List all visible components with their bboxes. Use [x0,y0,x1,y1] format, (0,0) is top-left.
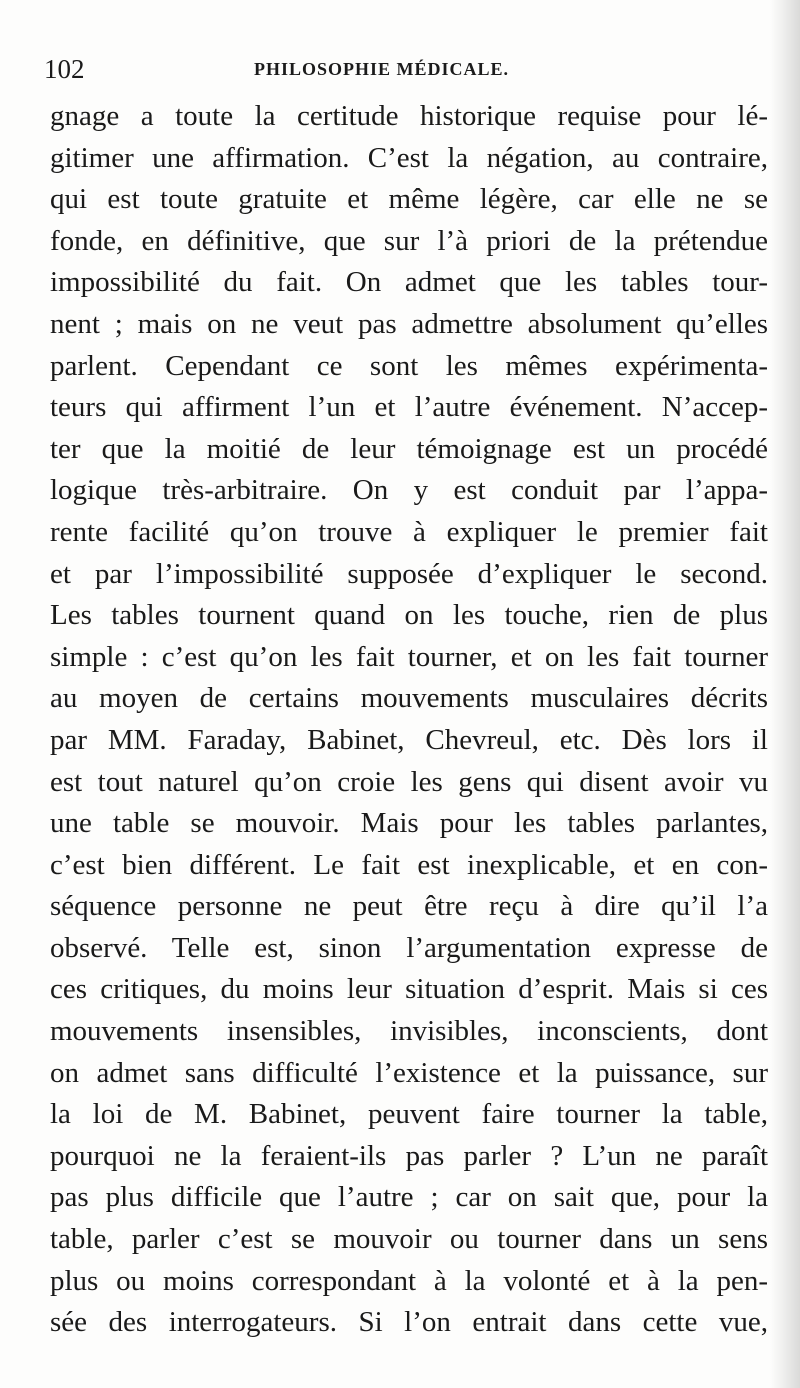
text-line: nent ; mais on ne veut pas admettre absolument qu’elles [50,307,768,340]
text-line: la loi de M. Babinet, peuvent faire tourner la table, [50,1098,768,1131]
running-title: PHILOSOPHIE MÉDICALE. [254,59,510,79]
page-number: 102 [44,54,85,84]
page-gutter-shadow [770,0,800,1388]
text-line: simple : c’est qu’on les fait tourner, et on les fait tourner [50,640,768,673]
text-line: c’est bien différent. Le fait est inexplicable, et en con- [50,848,768,881]
text-line: plus ou moins correspondant à la volonté et à la pen- [50,1264,768,1297]
text-line: gnage a toute la certitude historique requise pour lé- [50,100,768,132]
text-line: fonde, en définitive, que sur l’à priori de la prétendue [50,224,768,257]
text-line: rente facilité qu’on trouve à expliquer le premier fait [50,515,768,548]
text-line: par MM. Faraday, Babinet, Chevreul, etc. Dès lors il [50,723,768,756]
text-line: Les tables tournent quand on les touche, rien de plus [50,599,768,632]
text-line: qui est toute gratuite et même légère, car elle ne se [50,183,768,216]
text-line: on admet sans difficulté l’existence et la puissance, sur [50,1056,768,1089]
body-text [50,96,768,1344]
text-line: table, parler c’est se mouvoir ou tourner dans un sens [50,1223,768,1256]
text-line: sée des interrogateurs. Si l’on entrait dans cette vue, [50,1306,768,1339]
text-line: est tout naturel qu’on croie les gens qui disent avoir vu [50,765,768,798]
page-header [44,52,756,86]
text-line: mouvements insensibles, invisibles, inconscients, dont [50,1015,768,1048]
text-line: parlent. Cependant ce sont les mêmes expérimenta- [50,349,768,382]
text-line: ces critiques, du moins leur situation d’esprit. Mais si ces [50,973,768,1006]
text-line: observé. Telle est, sinon l’argumentation expresse de [50,931,768,964]
text-line: séquence personne ne peut être reçu à dire qu’il l’a [50,890,768,923]
text-line: impossibilité du fait. On admet que les tables tour- [50,266,768,299]
text-line: pas plus difficile que l’autre ; car on sait que, pour la [50,1181,768,1214]
text-line: teurs qui affirment l’un et l’autre événement. N’accep- [50,391,768,424]
text-line: pourquoi ne la feraient-ils pas parler ? L’un ne paraît [50,1139,768,1172]
text-line: une table se mouvoir. Mais pour les tables parlantes, [50,807,768,840]
text-line: ter que la moitié de leur témoignage est un procédé [50,432,768,465]
text-line: et par l’impossibilité supposée d’expliquer le second. [50,557,768,590]
text-line: logique très-arbitraire. On y est conduit par l’appa- [50,474,768,507]
text-line: gitimer une affirmation. C’est la négation, au contraire, [50,141,768,174]
text-line: au moyen de certains mouvements musculaires décrits [50,682,768,715]
